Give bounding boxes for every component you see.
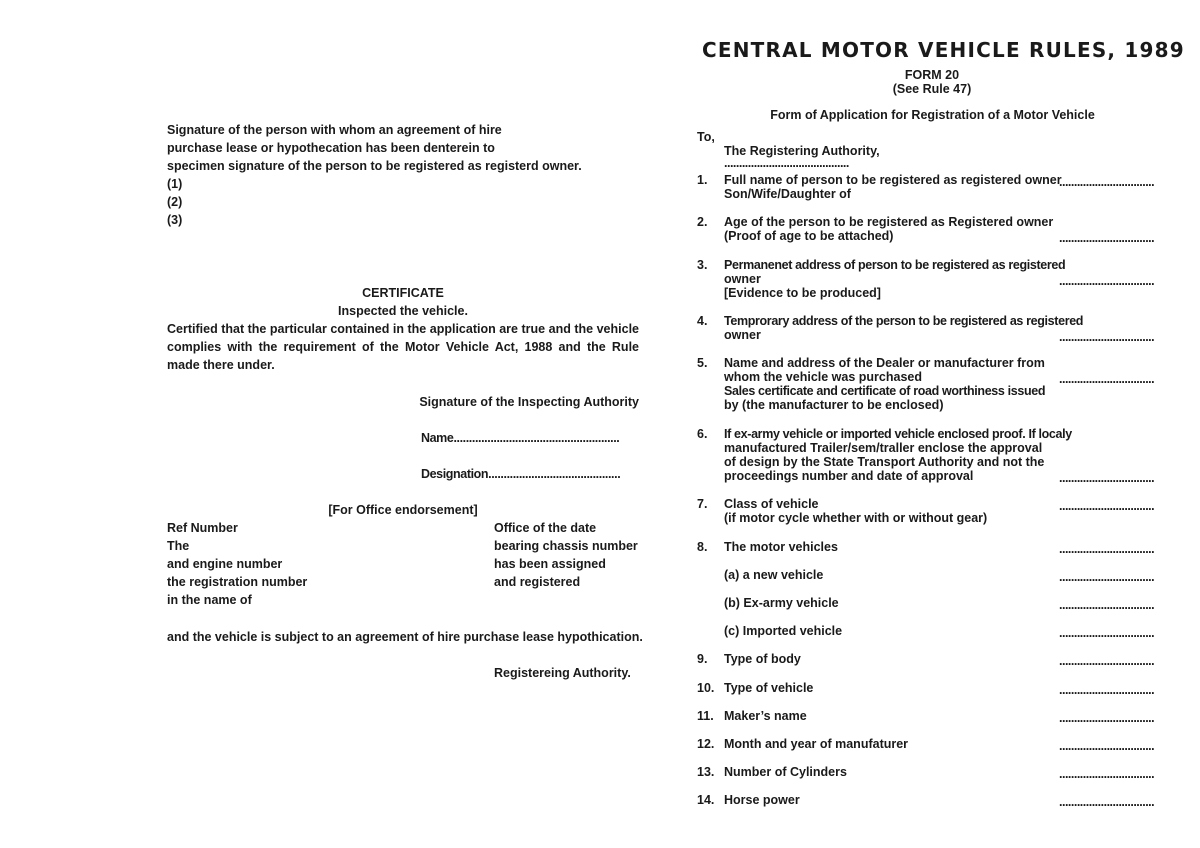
item-fill-dots: ................................	[1059, 570, 1155, 584]
item-number: 10.	[697, 681, 715, 695]
item-label: Sales certificate and certificate of road worthiness issued	[724, 384, 1046, 398]
item-fill-dots: ................................	[1059, 471, 1155, 485]
item-label: of design by the State Transport Authority and not the	[724, 455, 1045, 469]
item-fill-dots: ................................	[1059, 274, 1155, 288]
item-number: 3.	[697, 258, 708, 272]
certificate-inspected: Inspected the vehicle.	[338, 304, 468, 318]
signature-slot-2: (2)	[167, 195, 183, 209]
item-label: whom the vehicle was purchased	[724, 370, 922, 384]
item-label: Class of vehicle	[724, 497, 819, 511]
item-number: 12.	[697, 737, 715, 751]
inspector-designation-field: Designation...........................................	[421, 467, 621, 481]
item-label: (c) Imported vehicle	[724, 624, 843, 638]
office-closing-statement: and the vehicle is subject to an agreement of hire purchase lease hypothication.	[167, 630, 643, 644]
item-fill-dots: ................................	[1059, 795, 1155, 809]
item-label: (a) a new vehicle	[724, 568, 824, 582]
item-label: [Evidence to be produced]	[724, 286, 881, 300]
inspecting-authority-signature: Signature of the Inspecting Authority	[419, 395, 639, 409]
item-label: Permanenet address of person to be registered as registered	[724, 258, 1066, 272]
office-registration-number: the registration number	[167, 575, 308, 589]
item-fill-dots: ................................	[1059, 626, 1155, 640]
office-date: Office of the date	[494, 521, 597, 535]
item-fill-dots: ................................	[1059, 542, 1155, 556]
signature-line-2: purchase lease or hypothecation has been denterein to	[167, 141, 495, 155]
item-fill-dots: ................................	[1059, 598, 1155, 612]
item-fill-dots: ................................	[1059, 739, 1155, 753]
inspector-name-field: Name......................................................	[421, 431, 620, 445]
item-number: 9.	[697, 652, 708, 666]
item-label: Age of the person to be registered as Registered owner	[724, 215, 1054, 229]
form-subtitle: Form of Application for Registration of a Motor Vehicle	[770, 108, 1095, 122]
item-number: 5.	[697, 356, 708, 370]
item-label: Number of Cylinders	[724, 765, 847, 779]
form-number: FORM 20	[904, 68, 960, 82]
item-fill-dots: ................................	[1059, 330, 1155, 344]
rule-reference: (See Rule 47)	[892, 82, 972, 96]
certificate-heading: CERTIFICATE	[362, 286, 444, 300]
item-label: Type of body	[724, 652, 801, 666]
item-label: proceedings number and date of approval	[724, 469, 974, 483]
office-assigned: has been assigned	[494, 557, 606, 571]
item-fill-dots: ................................	[1059, 711, 1155, 725]
item-number: 11.	[697, 709, 714, 723]
item-label: Temprorary address of the person to be registered as registered	[724, 314, 1084, 328]
item-fill-dots: ................................	[1059, 767, 1155, 781]
addressee-to: To,	[697, 130, 715, 144]
addressee-dots: ..........................................	[724, 156, 849, 170]
item-label: (if motor cycle whether with or without gear)	[724, 511, 988, 525]
office-engine-number: and engine number	[167, 557, 283, 571]
certificate-body: Certified that the particular contained in the application are true and the vehicle complies with the requirement of the Motor Vehicle Act, 1988 and the Rule made there under.	[167, 322, 639, 372]
registering-authority-signature: Registereing Authority.	[494, 666, 631, 680]
item-label: Son/Wife/Daughter of	[724, 187, 851, 201]
office-registered: and registered	[494, 575, 581, 589]
addressee-authority: The Registering Authority,	[724, 144, 880, 158]
item-fill-dots: ................................	[1059, 499, 1155, 513]
item-label: Name and address of the Dealer or manufacturer from	[724, 356, 1045, 370]
office-ref-number: Ref Number	[167, 521, 238, 535]
item-label: Horse power	[724, 793, 800, 807]
item-label: Full name of person to be registered as registered owner	[724, 173, 1062, 187]
item-label: The motor vehicles	[724, 540, 838, 554]
item-number: 8.	[697, 540, 708, 554]
item-label: (b) Ex-army vehicle	[724, 596, 839, 610]
item-label: Type of vehicle	[724, 681, 814, 695]
item-label: owner	[724, 328, 761, 342]
office-chassis-number: bearing chassis number	[494, 539, 638, 553]
item-fill-dots: ................................	[1059, 683, 1155, 697]
signature-line-1: Signature of the person with whom an agreement of hire	[167, 123, 502, 137]
item-label: (Proof of age to be attached)	[724, 229, 894, 243]
item-fill-dots: ................................	[1059, 175, 1155, 189]
item-number: 7.	[697, 497, 708, 511]
page-title: CENTRAL MOTOR VEHICLE RULES, 1989	[702, 38, 1185, 62]
office-name-of: in the name of	[167, 593, 252, 607]
item-number: 1.	[697, 173, 708, 187]
item-number: 4.	[697, 314, 708, 328]
item-label: by (the manufacturer to be enclosed)	[724, 398, 944, 412]
signature-line-3: specimen signature of the person to be registered as registerd owner.	[167, 159, 582, 173]
item-number: 14.	[697, 793, 715, 807]
signature-slot-3: (3)	[167, 213, 183, 227]
item-label: Month and year of manufaturer	[724, 737, 909, 751]
signature-slot-1: (1)	[167, 177, 183, 191]
item-number: 6.	[697, 427, 708, 441]
item-label: Maker’s name	[724, 709, 807, 723]
item-number: 2.	[697, 215, 708, 229]
item-fill-dots: ................................	[1059, 654, 1155, 668]
item-label: If ex-army vehicle or imported vehicle enclosed proof. If localy	[724, 427, 1072, 441]
item-fill-dots: ................................	[1059, 231, 1155, 245]
office-the: The	[167, 539, 190, 553]
office-endorsement-heading: [For Office endorsement]	[328, 503, 478, 517]
item-number: 13.	[697, 765, 715, 779]
item-label: manufactured Trailer/sem/traller enclose the approval	[724, 441, 1043, 455]
item-fill-dots: ................................	[1059, 372, 1155, 386]
item-label: owner	[724, 272, 761, 286]
